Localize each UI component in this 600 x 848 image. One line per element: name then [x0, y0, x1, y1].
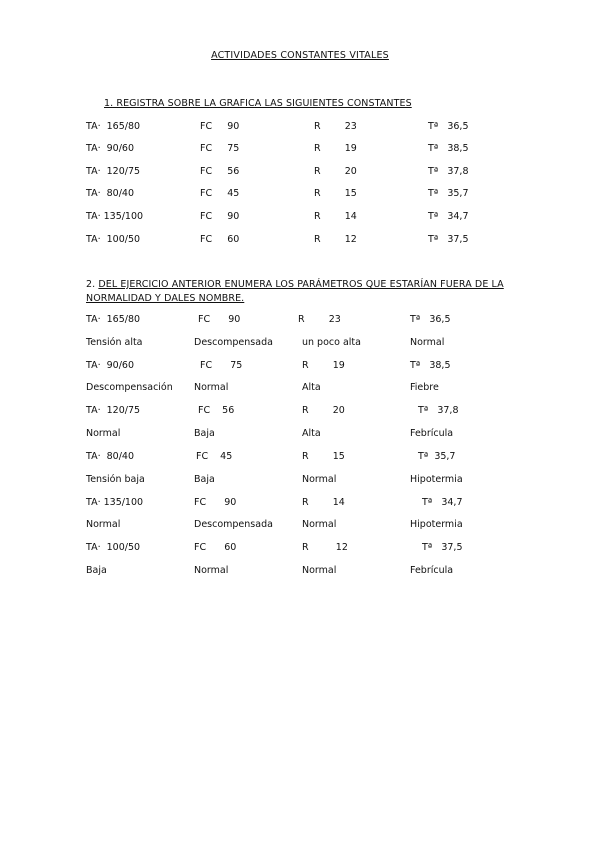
ta-value: TA· 165/80 — [86, 121, 141, 132]
t-assessment: Hipotermia — [410, 519, 463, 530]
fc-value: FC 56 — [198, 405, 235, 416]
t-assessment: Normal — [410, 337, 445, 348]
ta-value: TA· 90/60 — [86, 143, 135, 154]
section2-values-row — [0, 405, 600, 419]
section2-values-row — [0, 360, 600, 374]
section1-row — [0, 121, 600, 135]
t-value: Tª 35,7 — [428, 188, 469, 199]
r-value: R 20 — [314, 166, 357, 177]
r-value: R 12 — [302, 542, 348, 553]
ta-value: TA· 90/60 — [86, 360, 135, 371]
t-assessment: Febrícula — [410, 428, 454, 439]
section2-values-row — [0, 542, 600, 556]
t-value: Tª 34,7 — [422, 497, 463, 508]
section1-row — [0, 143, 600, 157]
fc-value: FC 75 — [200, 143, 240, 154]
section2-heading — [86, 278, 504, 306]
section1-row — [0, 211, 600, 225]
r-value: R 19 — [302, 360, 345, 371]
ta-value: TA· 165/80 — [86, 314, 141, 325]
section2-names-row — [0, 428, 600, 442]
section1-row — [0, 188, 600, 202]
section1-row — [0, 234, 600, 248]
fc-value: FC 75 — [200, 360, 243, 371]
ta-assessment: Descompensación — [86, 382, 173, 393]
section2-heading-line2: NORMALIDAD Y DALES NOMBRE. — [86, 293, 245, 304]
t-value: Tª 36,5 — [410, 314, 451, 325]
r-value: R 15 — [302, 451, 345, 462]
ta-value: TA· 80/40 — [86, 451, 135, 462]
fc-assessment: Descompensada — [194, 519, 273, 530]
section2-values-row — [0, 497, 600, 511]
section2-names-row — [0, 519, 600, 533]
r-value: R 19 — [314, 143, 357, 154]
t-value: Tª 37,8 — [428, 166, 469, 177]
r-assessment: Normal — [302, 565, 337, 576]
r-value: R 23 — [314, 121, 357, 132]
fc-value: FC 90 — [200, 211, 240, 222]
section2-names-row — [0, 474, 600, 488]
fc-assessment: Normal — [194, 565, 229, 576]
section2-names-row — [0, 337, 600, 351]
fc-value: FC 60 — [194, 542, 237, 553]
t-value: Tª 36,5 — [428, 121, 469, 132]
section1-row — [0, 166, 600, 180]
t-assessment: Fiebre — [410, 382, 439, 393]
fc-value: FC 45 — [196, 451, 233, 462]
t-value: Tª 38,5 — [410, 360, 451, 371]
t-value: Tª 38,5 — [428, 143, 469, 154]
fc-value: FC 90 — [200, 121, 240, 132]
ta-value: TA· 80/40 — [86, 188, 135, 199]
ta-assessment: Tensión baja — [86, 474, 145, 485]
ta-value: TA· 135/100 — [86, 497, 144, 508]
fc-value: FC 90 — [198, 314, 241, 325]
r-value: R 23 — [298, 314, 341, 325]
t-value: Tª 35,7 — [418, 451, 456, 462]
fc-assessment: Descompensada — [194, 337, 273, 348]
section2-names-row — [0, 382, 600, 396]
fc-assessment: Normal — [194, 382, 229, 393]
fc-assessment: Baja — [194, 474, 215, 485]
section2-values-row — [0, 451, 600, 465]
t-assessment: Hipotermia — [410, 474, 463, 485]
fc-value: FC 60 — [200, 234, 240, 245]
r-value: R 20 — [302, 405, 345, 416]
section1-heading-text: 1. REGISTRA SOBRE LA GRAFICA LAS SIGUIENTES CONSTANTES — [104, 98, 412, 109]
ta-value: TA· 120/75 — [86, 166, 141, 177]
ta-value: TA· 100/50 — [86, 234, 141, 245]
ta-value: TA· 120/75 — [86, 405, 141, 416]
ta-assessment: Normal — [86, 428, 121, 439]
ta-value: TA· 135/100 — [86, 211, 144, 222]
r-assessment: Alta — [302, 382, 321, 393]
ta-assessment: Tensión alta — [86, 337, 143, 348]
r-value: R 15 — [314, 188, 357, 199]
fc-assessment: Baja — [194, 428, 215, 439]
section2-names-row — [0, 565, 600, 579]
r-assessment: Normal — [302, 474, 337, 485]
t-assessment: Febrícula — [410, 565, 454, 576]
fc-value: FC 56 — [200, 166, 240, 177]
r-value: R 12 — [314, 234, 357, 245]
section2-heading-prefix: 2. — [86, 279, 99, 290]
r-assessment: Normal — [302, 519, 337, 530]
fc-value: FC 45 — [200, 188, 240, 199]
ta-value: TA· 100/50 — [86, 542, 141, 553]
fc-value: FC 90 — [194, 497, 237, 508]
r-assessment: Alta — [302, 428, 321, 439]
section2-heading-line1: DEL EJERCICIO ANTERIOR ENUMERA LOS PARÁMETROS QUE ESTARÍAN FUERA DE LA — [98, 279, 504, 290]
ta-assessment: Normal — [86, 519, 121, 530]
section1-heading — [104, 97, 412, 111]
section2-values-row — [0, 314, 600, 328]
t-value: Tª 37,8 — [418, 405, 459, 416]
r-value: R 14 — [302, 497, 345, 508]
r-value: R 14 — [314, 211, 357, 222]
ta-assessment: Baja — [86, 565, 107, 576]
r-assessment: un poco alta — [302, 337, 361, 348]
t-value: Tª 34,7 — [428, 211, 469, 222]
document-title: ACTIVIDADES CONSTANTES VITALES — [211, 50, 389, 61]
t-value: Tª 37,5 — [428, 234, 469, 245]
t-value: Tª 37,5 — [422, 542, 463, 553]
